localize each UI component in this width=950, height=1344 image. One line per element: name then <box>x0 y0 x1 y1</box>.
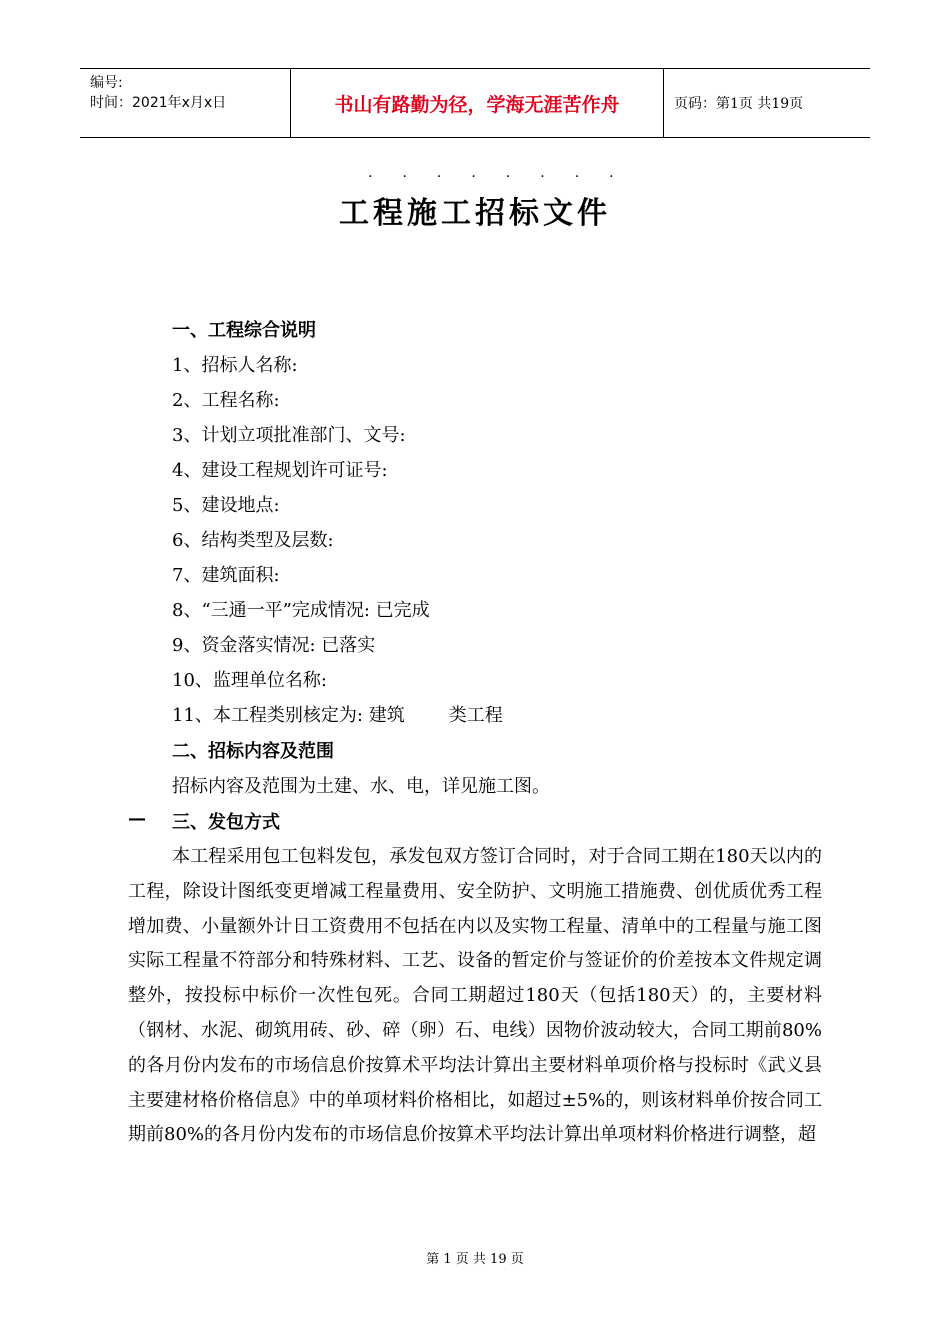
motto: 书山有路勤为径，学海无涯苦作舟 <box>290 69 664 137</box>
list-item: 3、计划立项批准部门、文号: <box>172 425 406 446</box>
list-item <box>172 701 503 727</box>
list-item: 10、监理单位名称: <box>172 670 327 691</box>
list-item: 7、建筑面积: <box>172 565 280 586</box>
list-item: 4、建设工程规划许可证号: <box>172 460 388 481</box>
section-3-heading: 三、发包方式 <box>172 812 280 833</box>
list-item: 8、“三通一平”完成情况: 已完成 <box>172 600 430 621</box>
document-title: 工程施工招标文件 <box>339 196 611 231</box>
list-item: 2、工程名称: <box>172 390 280 411</box>
list-item: 6、结构类型及层数: <box>172 530 334 551</box>
header-left-cell <box>80 69 290 137</box>
page-label: 页码：第1页 共19页 <box>674 96 804 112</box>
section-2-heading: 二、招标内容及范围 <box>172 741 334 762</box>
list-item: 1、招标人名称: <box>172 355 298 376</box>
number-label: 编号: <box>90 75 123 91</box>
section-2-text: 招标内容及范围为土建、水、电，详见施工图。 <box>172 776 550 797</box>
section-3-text: 本工程采用包工包料发包，承发包双方签订合同时，对于合同工期在180天以内的工程，除设计图纸变更增减工程量费用、安全防护、文明施工措施费、创优质优秀工程增加费、小量额外计日工资费用不包括在内以及实物工程量、清单中的工程量与施工图实际工程量不符部分和特殊材料、工艺、设备的暂定价与签证价的价差按本文件规定调整外，按投标中标价一次性包死。合同工期超过180天（包括180天）的，主要材料（钢材、水泥、砌筑用砖、砂、碎（卵）石、电线）因物价波动较大，合同工期前80%的各月份内发布的市场信息价按算术平均法计算出主要材料单项价格与投标时《武义县主要建材格价格信息》中的单项材料价格相比，如超过±5%的，则该材料单价按合同工期前80%的各月份内发布的市场信息价按算术平均法计算出单项材料价格进行调整，超 <box>128 846 822 1146</box>
emphasis-dots: ········ <box>368 169 644 185</box>
dash-marker: — <box>128 808 146 829</box>
list-item: 9、资金落实情况: 已落实 <box>172 635 376 656</box>
page-footer: 第 1 页 共 19 页 <box>426 1252 524 1267</box>
section-1-heading: 一、工程综合说明 <box>172 320 316 341</box>
item-11-suffix: 类工程 <box>448 705 503 726</box>
item-11-text: 11、本工程类别核定为: 建筑 <box>172 705 405 726</box>
time-label: 时间：2021年x月x日 <box>90 95 227 111</box>
header-table <box>80 68 870 138</box>
list-item: 5、建设地点: <box>172 495 280 516</box>
